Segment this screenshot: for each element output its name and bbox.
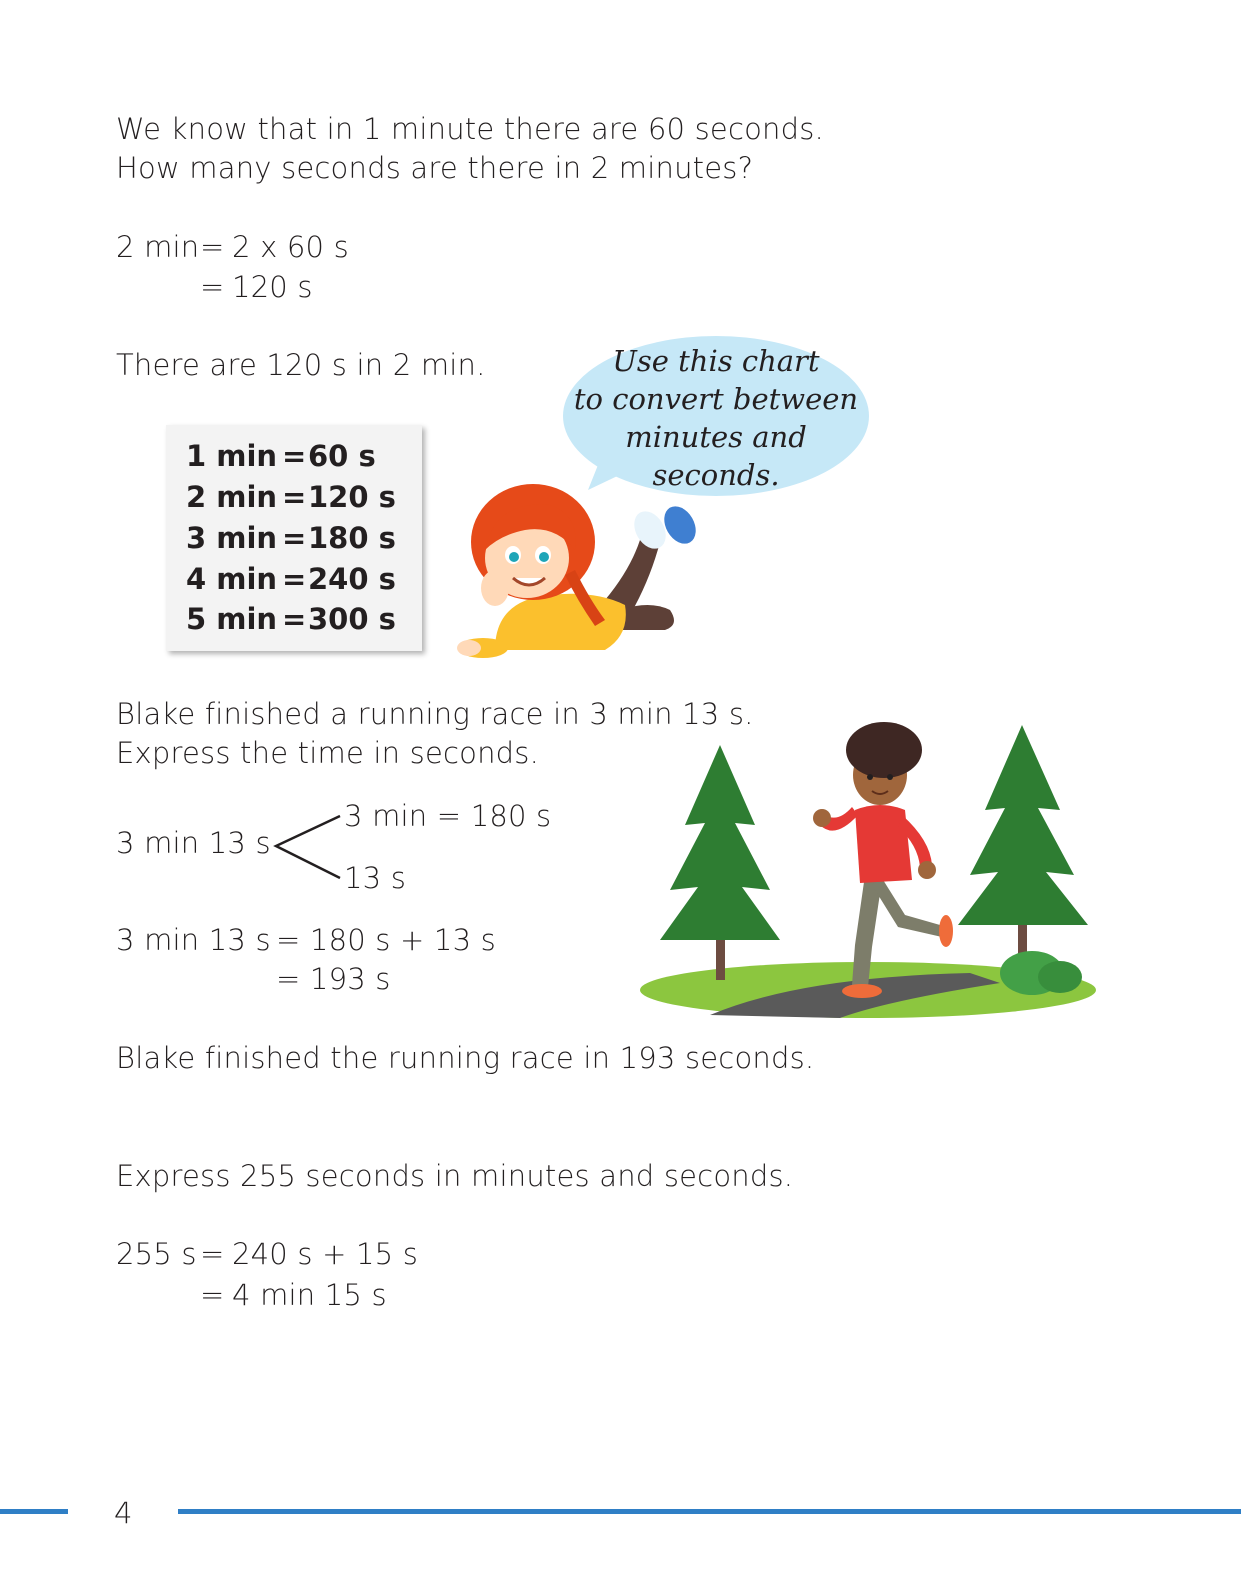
chart-row-equals: = — [282, 521, 307, 555]
speech-bubble-line-1: Use this chart — [612, 344, 820, 378]
chart-row-minutes: 3 min — [186, 521, 278, 555]
calc1-lhs: 2 min — [116, 230, 200, 264]
calc1-eq-1: = — [200, 230, 225, 264]
chart-row-minutes: 4 min — [186, 562, 278, 596]
problem2-line-1: Blake finished a running race in 3 min 13 s. — [116, 697, 754, 731]
chart-row-seconds: 180 s — [308, 521, 396, 555]
calc3-eq-1: = — [200, 1237, 225, 1271]
chart-row — [186, 480, 396, 514]
speech-bubble-line-4: seconds. — [652, 458, 780, 492]
calc1-step-1: 2 x 60 s — [232, 230, 349, 264]
chart-row-minutes: 5 min — [186, 602, 278, 636]
chart-row — [186, 602, 396, 636]
calc3-step-2: 4 min 15 s — [232, 1278, 387, 1312]
speech-bubble-line-3: minutes and — [625, 420, 807, 454]
calc2-step-1: = 180 s + 13 s — [276, 923, 496, 957]
split-part-2: 13 s — [344, 861, 407, 895]
chart-row-seconds: 300 s — [308, 602, 396, 636]
page-number: 4 — [114, 1496, 133, 1530]
statement-1: There are 120 s in 2 min. — [116, 348, 486, 382]
problem2-line-2: Express the time in seconds. — [116, 736, 540, 770]
chart-row-equals: = — [282, 562, 307, 596]
chart-row — [186, 521, 396, 555]
chart-row-equals: = — [282, 439, 307, 473]
calc3-step-1: 240 s + 15 s — [232, 1237, 419, 1271]
chart-row-minutes: 1 min — [186, 439, 278, 473]
chart-row — [186, 439, 376, 473]
chart-row-seconds: 120 s — [308, 480, 396, 514]
chart-row-equals: = — [282, 480, 307, 514]
split-branch-lines — [270, 810, 345, 885]
calc2-step-2: = 193 s — [276, 962, 391, 996]
split-part-1: 3 min = 180 s — [344, 799, 552, 833]
running-boy-illustration — [640, 715, 1100, 1025]
calc1-step-2: 120 s — [232, 270, 313, 304]
chart-row-equals: = — [282, 602, 307, 636]
problem-3: Express 255 seconds in minutes and seconds. — [116, 1159, 794, 1193]
girl-illustration — [455, 480, 705, 662]
calc1-eq-2: = — [200, 270, 225, 304]
conversion-chart — [166, 425, 422, 651]
chart-row-seconds: 240 s — [308, 562, 396, 596]
chart-row — [186, 562, 396, 596]
calc2-lhs: 3 min 13 s — [116, 923, 271, 957]
split-whole: 3 min 13 s — [116, 826, 271, 860]
footer-rule-right — [178, 1509, 1241, 1514]
speech-bubble-line-2: to convert between — [573, 382, 859, 416]
chart-row-seconds: 60 s — [308, 439, 376, 473]
chart-row-minutes: 2 min — [186, 480, 278, 514]
statement-2: Blake finished the running race in 193 seconds. — [116, 1041, 815, 1075]
footer-rule-left — [0, 1509, 68, 1514]
intro-line-2: How many seconds are there in 2 minutes? — [116, 151, 754, 185]
calc3-eq-2: = — [200, 1278, 225, 1312]
intro-line-1: We know that in 1 minute there are 60 seconds. — [116, 112, 824, 146]
calc3-lhs: 255 s — [116, 1237, 197, 1271]
